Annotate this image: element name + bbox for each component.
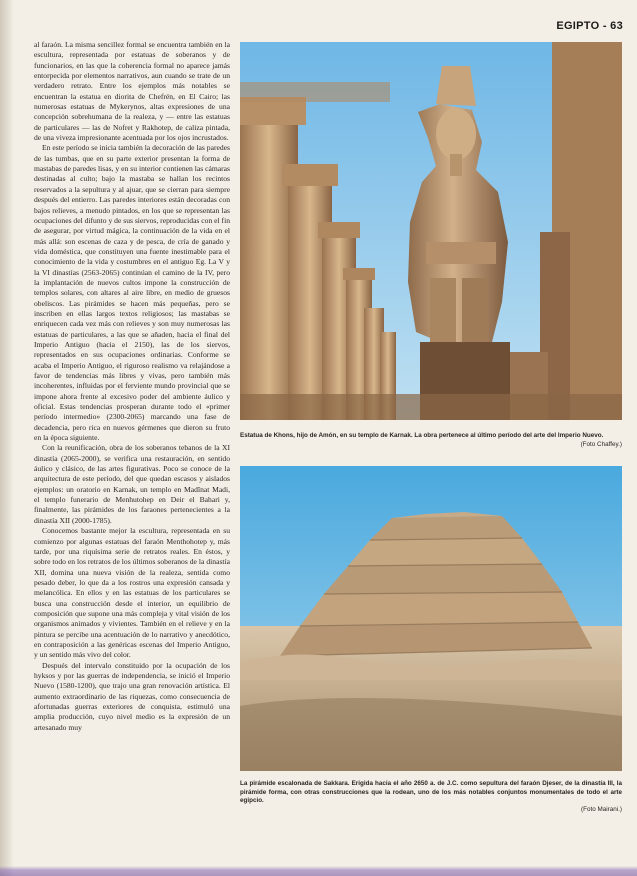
pyramid-illustration: [240, 466, 622, 771]
binding-shadow: [0, 0, 14, 876]
body-text-column: [34, 40, 230, 733]
photo-step-pyramid: [240, 466, 622, 771]
body-paragraph: Con la reunificación, obra de los soberanos tebanos de la XI dinastía (2065-2000), se verifica una restauración, en sentido áulico y clásico, de las artes figurativas. Poco se conoce de la arquitectura de este período, del que quedan escasos y aislados ejemplos: un oratorio en Karnak, un templo en Madînat Madi, el templo funerario de Menhutohep en Deir el Bahari y, finalmente, las pirámides de los faraones pertenecientes a la dinastía XII (2000-1785).: [34, 443, 230, 525]
body-paragraph: En este período se inicia también la decoración de las paredes de las tumbas, que en su parte exterior presentan la forma de mastabas de paredes lisas, y en su interior contienen las cámaras destinadas al culto; bajo la mastaba se hallan los recintos reservados a la sepultura y al ajuar, que se cierran para siempre después del entierro. Las paredes interiores están decoradas con bajos relieves, a menudo pintados, en los que se representan las ocupaciones del difunto y de sus siervos, reproducidas con el fin de asegurar, por virtud mágica, la continuación de la vida en el más allá: son escenas de caza y de pesca, de cría de ganado y vida doméstica, que constituyen una fuente inestimable para el conocimiento de la vida y costumbres en el antiguo Eg. La V y la VI dinastías (2563-2065) continúan el camino de la IV, pero la implantación de nuevos cultos impone la construcción de templos solares, con altares al aire libre, en medio de gruesos obeliscos. Las pirámides se hacen más pequeñas, pero se inscriben en ellas largos textos religiosos; las mastabas se enriquecen cada vez más con relieves y son muy numerosas las estatuas de particulares, a las que se añaden, hacia el final del Imperio Antiguo (hacia el 2150), las de los siervos, representados en sus ocupaciones ordinarias. Conforme se acaba el Imperio Antiguo, el riguroso realismo va relajándose a favor de tendencias más libres y vivas, pero también más incoherentes, influidas por el ferviente mundo provincial que se impone ahora frente al excesivo poder del ambiente áulico y oficial. Estas tendencias prosperan durante todo el «primer período intermedio» (2300-2065) marcando una fase de decadencia, pero rica en nuevos gérmenes que dieron su fruto en la época siguiente.: [34, 143, 230, 443]
statue-illustration: [240, 42, 622, 420]
caption-text: La pirámide escalonada de Sakkara. Erigida hacia el año 2650 a. de J.C. como sepultura del faraón Djeser, de la dinastía III, la pirámide forma, con otras construcciones que la rodean, uno de los más notables conjuntos monumentales de todo el arte egipcio.: [240, 780, 622, 805]
body-paragraph: Después del intervalo constituido por la ocupación de los hyksos y por las guerras de independencia, se inició el Imperio Nuevo (1580-1200), que trajo una gran renovación artística. El aumento extraordinario de las riquezas, como consecuencia de afortunadas guerras exteriores de conquista, estimuló una amplia producción, cuyo nivel medio es la expresión de un artesanado muy: [34, 660, 230, 732]
page-bottom-edge: [0, 866, 637, 876]
photo-credit: (Foto Mairani.): [581, 806, 622, 814]
caption-figure-2: [240, 780, 622, 815]
caption-figure-1: [240, 432, 622, 449]
photo-statue-karnak: [240, 42, 622, 420]
photo-credit: (Foto Chaffey.): [580, 440, 622, 448]
body-paragraph: al faraón. La misma sencillez formal se encuentra también en la escultura, representada por estatuas de soberanos y de funcionarios, en las que la coherencia formal no aparece jamás entorpecida por elementos narrativos, aun cuando se trate de un verdadero retrato. Entre los ejemplos más notables se encuentran la estatua en diorita de Chefrén, en El Cairo; las numerosas estatuas de Mykerynos, altas expresiones de una concepción sobrehumana de la realeza, y — entre las estatuas de particulares — las de Nofret y Rakhotep, de caliza pintada, de una viveza impresionante acentuada por los ojos incrustados.: [34, 40, 230, 143]
body-paragraph: Conocemos bastante mejor la escultura, representada en su comienzo por algunas estatuas del faraón Menthohotep y, más tarde, por una riquísima serie de retratos reales. En éstos, y sobre todo en los retratos de los últimos soberanos de la dinastía XII, domina una nueva visión de la realeza, sentida como pesado deber, lo que da a los rostros una expresión cansada y melancólica. En ellos y en las estatuas de los particulares se busca una construcción desde el interior, un equilibrio de composición que supone una más compleja y vital visión de los organismos animados y vivientes. También en el relieve y en la pintura se percibe una acentuación de lo narrativo y anecdótico, en contraposición a las genéricas escenas del Imperio Antiguo, y un sentido más vivo del color.: [34, 526, 230, 660]
running-header: EGIPTO - 63: [556, 20, 623, 32]
caption-text: Estatua de Khons, hijo de Amón, en su templo de Karnak. La obra pertenece al último período del arte del Imperio Nuevo.: [240, 432, 604, 439]
